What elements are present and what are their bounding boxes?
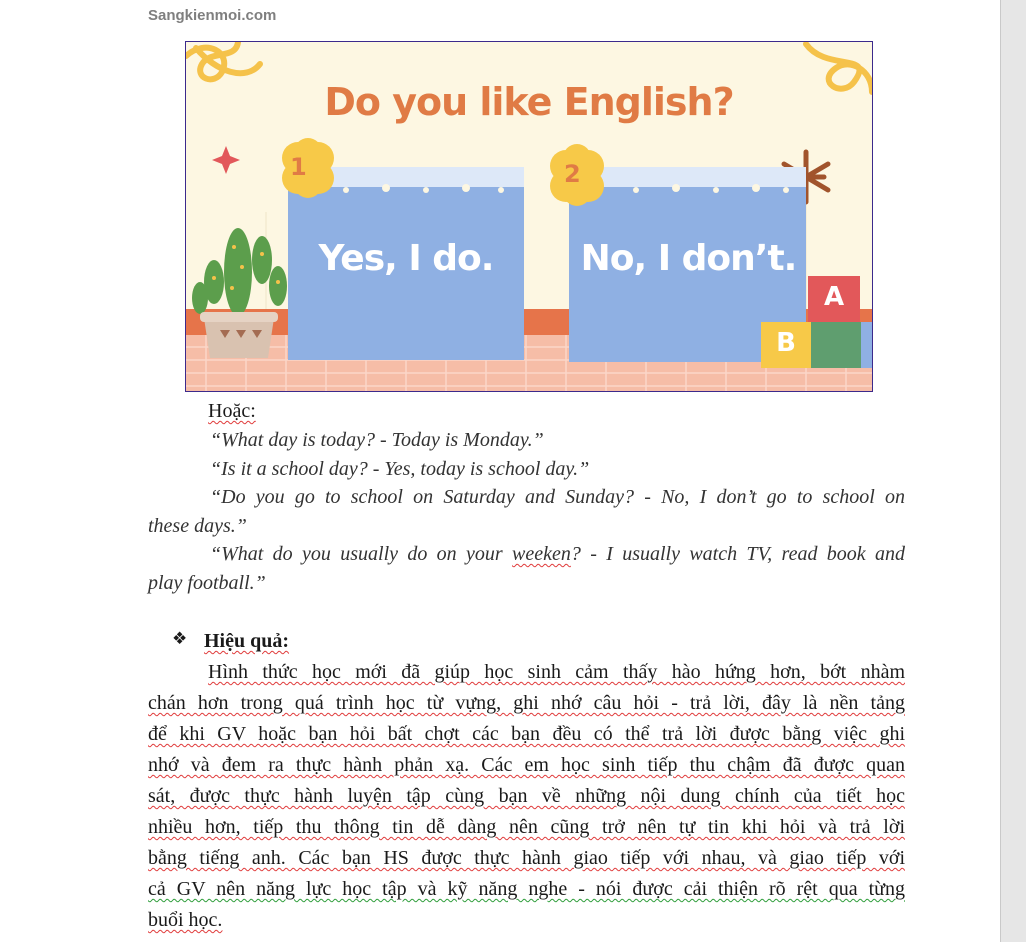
- question-4-line-2: play football.”: [148, 572, 266, 594]
- question-3-line-1: “Do you go to school on Saturday and Sunday? - No, I don’t go to school on: [210, 486, 905, 508]
- option-2-text: No, I don’t.: [580, 238, 797, 279]
- block-letter-a: A: [823, 282, 845, 312]
- paragraph-line-8: cả GV nên năng lực học tập và kỹ năng nghe - nói được cải thiện rõ rệt qua từng: [148, 878, 905, 900]
- question-4-misspelled-word: weeken: [512, 543, 571, 565]
- slide-image: [185, 41, 873, 392]
- option-1-number: 1: [290, 153, 307, 181]
- block-letter-b: B: [776, 328, 796, 358]
- question-4-pre: “What do you usually do on your: [210, 543, 513, 565]
- section-heading-text: Hiệu quả:: [204, 630, 290, 652]
- header-site-name: Sangkienmoi.com: [148, 7, 277, 24]
- paragraph-line-2: chán hơn trong quá trình học từ vựng, ghi nhớ câu hỏi - trả lời, đây là nền tảng: [148, 692, 905, 714]
- slide-title: Do you like English?: [324, 80, 734, 124]
- paragraph-line-6: nhiều hơn, tiếp thu thông tin dễ dàng nên cũng trở nên tự tin khi hỏi và trả lời: [148, 816, 905, 838]
- diamond-bullet-icon: ❖: [172, 629, 188, 648]
- paragraph-line-1: Hình thức học mới đã giúp học sinh cảm thấy hào hứng hơn, bớt nhàm: [208, 661, 905, 683]
- question-2: “Is it a school day? - Yes, today is school day.”: [210, 458, 590, 480]
- option-1-text: Yes, I do.: [318, 238, 494, 279]
- question-3-line-2: these days.”: [148, 515, 247, 537]
- option-2-number: 2: [564, 160, 581, 188]
- vertical-scrollbar[interactable]: [1000, 0, 1026, 942]
- paragraph-line-3: để khi GV hoặc bạn hỏi bất chợt các bạn đều có thể trả lời được bằng việc ghi: [148, 723, 905, 745]
- section-heading: [204, 630, 289, 653]
- question-1: “What day is today? - Today is Monday.”: [210, 429, 544, 451]
- hoac-label: [208, 400, 256, 423]
- paragraph-line-4: nhớ và đem ra thực hành phản xạ. Các em học sinh tiếp thu chậm đã được quan: [148, 754, 905, 776]
- paragraph-line-5: sát, được thực hành luyện tập cùng bạn về những nội dung chính của tiết học: [148, 785, 905, 807]
- question-4-post: ? - I usually watch TV, read book and: [570, 543, 905, 565]
- paragraph-line-7: bằng tiếng anh. Các bạn HS được thực hành giao tiếp với nhau, và giao tiếp với: [148, 847, 905, 869]
- hoac-text: Hoặc:: [208, 400, 256, 422]
- question-4-line-1: [210, 543, 905, 566]
- paragraph-line-9: buổi học.: [148, 909, 223, 931]
